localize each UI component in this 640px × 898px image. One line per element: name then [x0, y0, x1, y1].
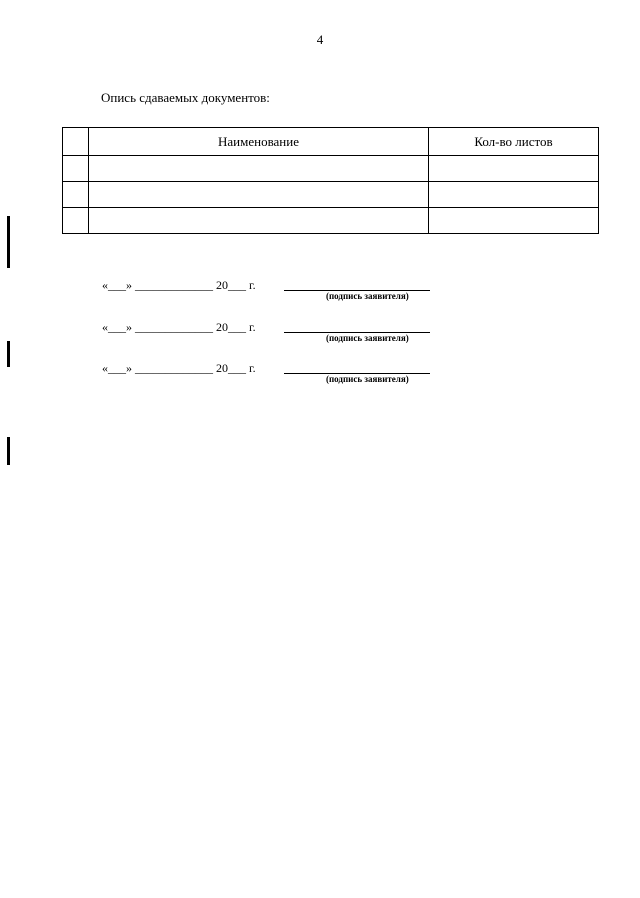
table-cell-number[interactable] — [63, 208, 89, 234]
table-row — [63, 156, 599, 182]
margin-scan-mark — [7, 216, 10, 268]
table-cell-number[interactable] — [63, 156, 89, 182]
date-field[interactable]: «___» _____________ 20___ г. — [102, 278, 256, 292]
signature-caption: (подпись заявителя) — [326, 333, 409, 343]
table-cell-sheet-count[interactable] — [429, 208, 599, 234]
table-cell-sheet-count[interactable] — [429, 156, 599, 182]
table-cell-name[interactable] — [89, 156, 429, 182]
table-header-row — [63, 128, 599, 156]
signature-caption: (подпись заявителя) — [326, 291, 409, 301]
table-cell-number[interactable] — [63, 182, 89, 208]
table-row — [63, 208, 599, 234]
margin-scan-mark — [7, 341, 10, 367]
table-row — [63, 182, 599, 208]
document-list-heading: Опись сдаваемых документов: — [101, 90, 270, 105]
table-cell-sheet-count[interactable] — [429, 182, 599, 208]
table-cell-name[interactable] — [89, 182, 429, 208]
signature-block — [102, 320, 442, 360]
table-cell-name[interactable] — [89, 208, 429, 234]
date-field[interactable]: «___» _____________ 20___ г. — [102, 320, 256, 334]
date-field[interactable]: «___» _____________ 20___ г. — [102, 361, 256, 375]
page-number: 4 — [316, 32, 324, 47]
column-header-sheet-count: Кол-во листов — [429, 128, 599, 156]
column-header-name: Наименование — [89, 128, 429, 156]
signature-caption: (подпись заявителя) — [326, 374, 409, 384]
document-inventory-table — [62, 127, 599, 234]
margin-scan-mark — [7, 437, 10, 465]
column-header-number — [63, 128, 89, 156]
signature-block — [102, 361, 442, 401]
signature-block — [102, 278, 442, 318]
